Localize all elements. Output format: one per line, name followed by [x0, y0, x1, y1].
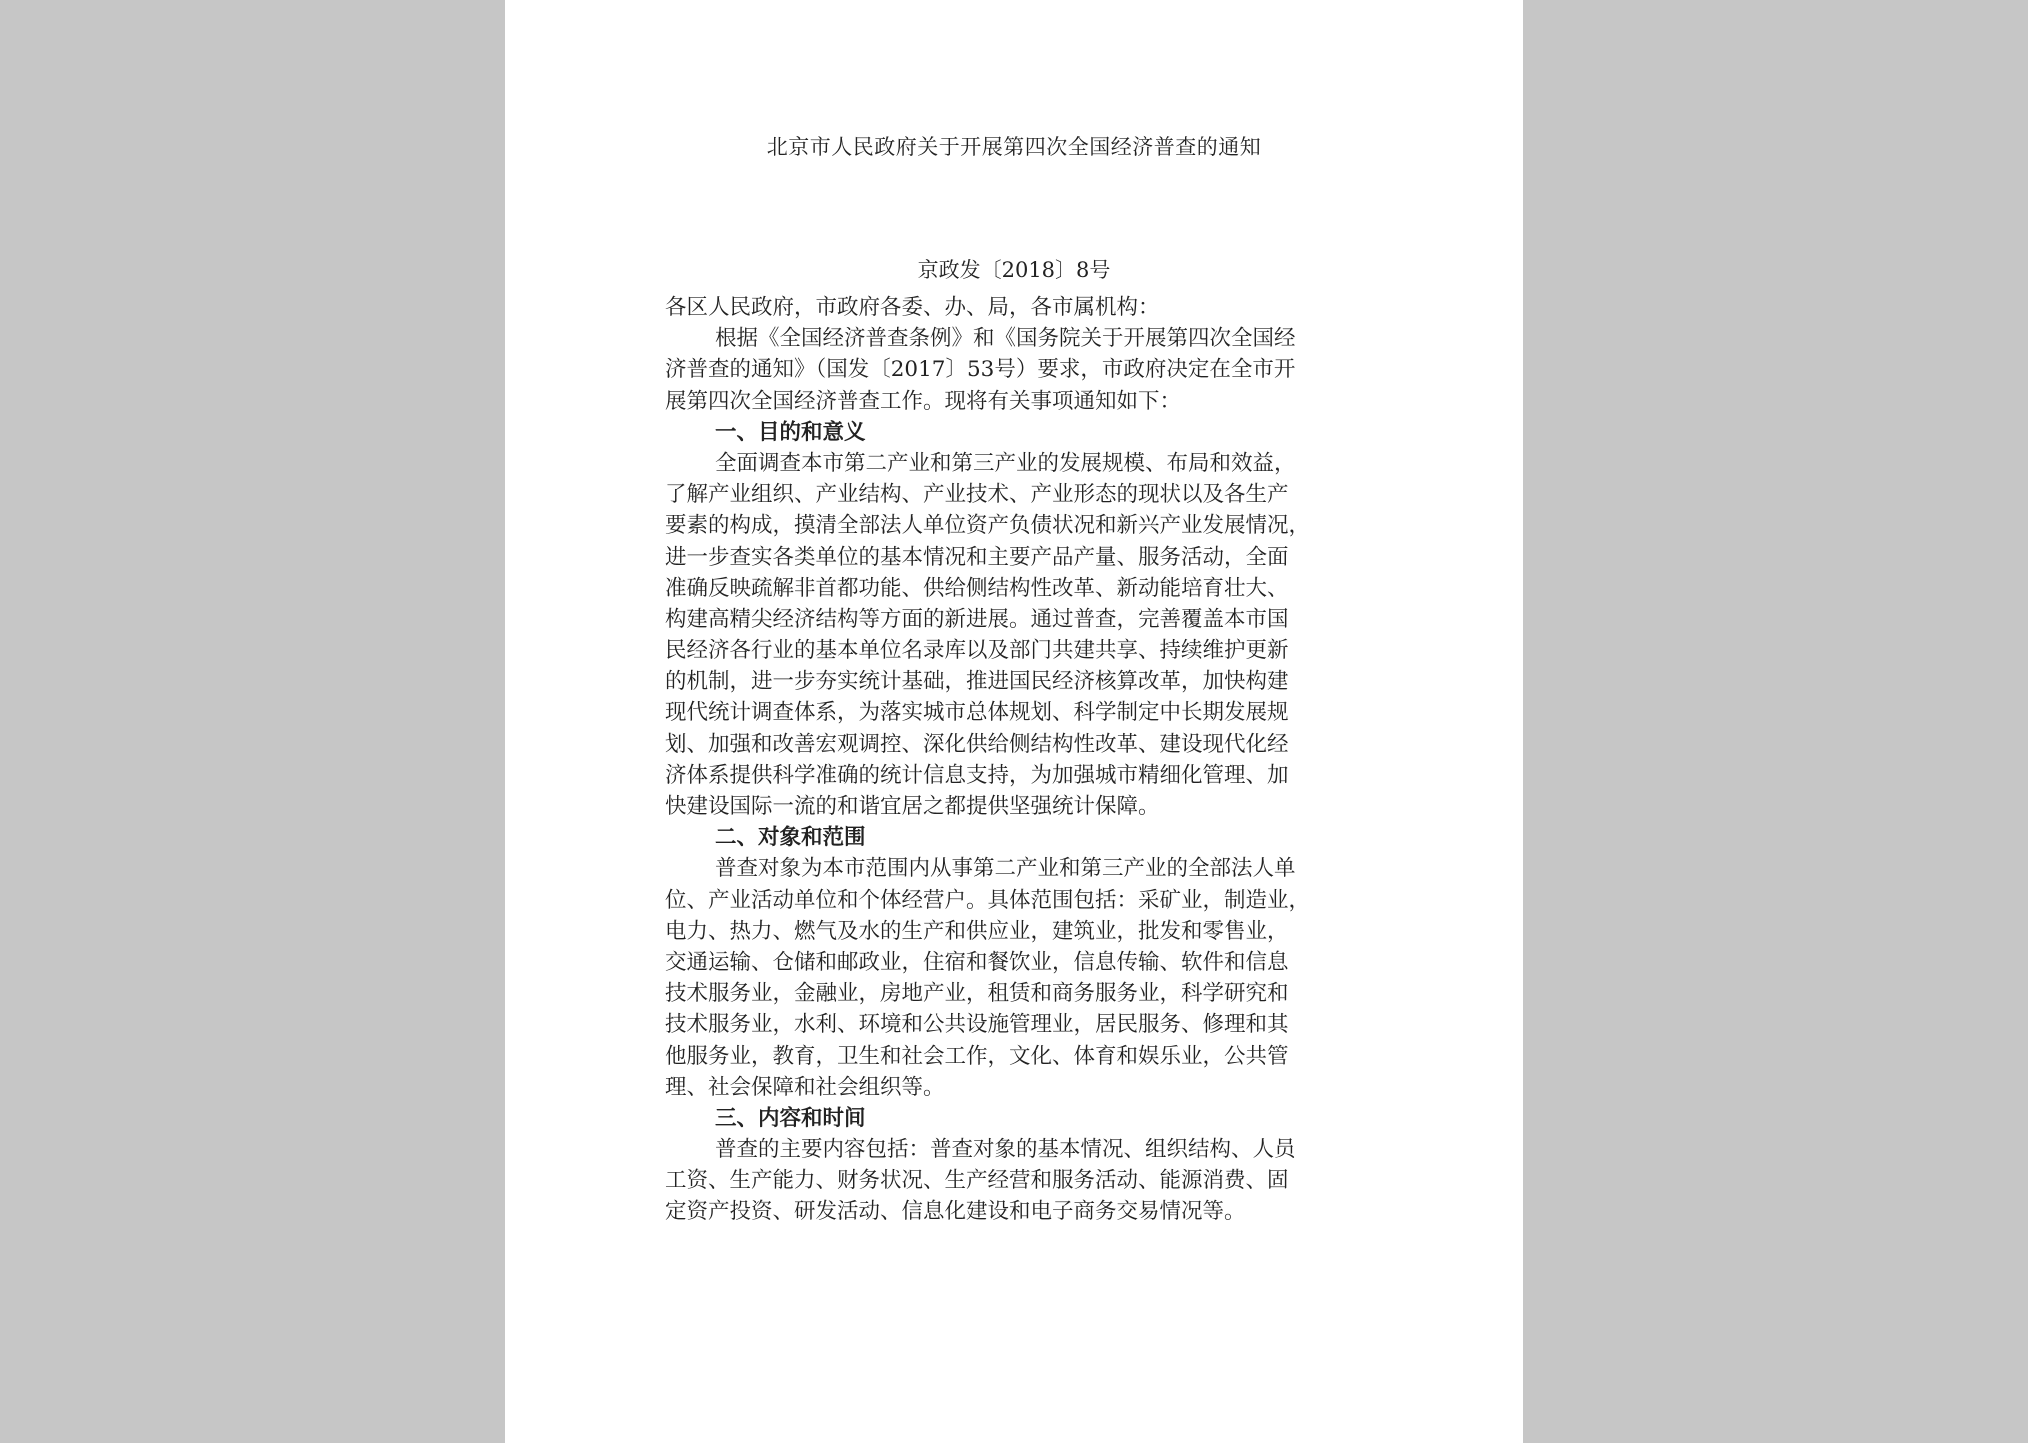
document-title: 北京市人民政府关于开展第四次全国经济普查的通知	[766, 135, 1262, 159]
document-number: 京政发〔2018〕8号	[917, 258, 1111, 282]
body-text-line: 他服务业，教育，卫生和社会工作，文化、体育和娱乐业，公共管	[665, 1043, 1289, 1069]
body-text-line: 理、社会保障和社会组织等。	[665, 1074, 945, 1100]
section-heading: 二、对象和范围	[715, 825, 866, 851]
body-text-line: 济体系提供科学准确的统计信息支持，为加强城市精细化管理、加	[665, 762, 1289, 788]
body-text-line: 工资、生产能力、财务状况、生产经营和服务活动、能源消费、固	[665, 1168, 1289, 1194]
body-text-line: 各区人民政府，市政府各委、办、局，各市属机构：	[665, 295, 1160, 320]
body-text-line: 交通运输、仓储和邮政业，住宿和餐饮业，信息传输、软件和信息	[665, 949, 1289, 975]
body-text-line: 的机制，进一步夯实统计基础，推进国民经济核算改革，加快构建	[665, 669, 1289, 695]
document-body	[665, 292, 1375, 1228]
body-text-line: 民经济各行业的基本单位名录库以及部门共建共享、持续维护更新	[665, 638, 1289, 664]
body-text-line: 技术服务业，水利、环境和公共设施管理业，居民服务、修理和其	[665, 1012, 1289, 1038]
body-text-line: 进一步查实各类单位的基本情况和主要产品产量、服务活动，全面	[665, 544, 1289, 570]
body-text-line: 普查的主要内容包括：普查对象的基本情况、组织结构、人员	[715, 1137, 1296, 1163]
body-text-line: 现代统计调查体系，为落实城市总体规划、科学制定中长期发展规	[665, 700, 1289, 726]
document-page	[505, 0, 1523, 1443]
body-text-line: 展第四次全国经济普查工作。现将有关事项通知如下：	[665, 388, 1182, 414]
body-text-line: 快建设国际一流的和谐宜居之都提供坚强统计保障。	[665, 794, 1160, 819]
body-text-line: 准确反映疏解非首都功能、供给侧结构性改革、新动能培育壮大、	[665, 575, 1289, 601]
body-text-line: 全面调查本市第二产业和第三产业的发展规模、布局和效益，	[715, 450, 1296, 476]
body-text-line: 电力、热力、燃气及水的生产和供应业，建筑业，批发和零售业，	[665, 918, 1289, 944]
section-heading: 三、内容和时间	[715, 1105, 866, 1131]
body-text-line: 普查对象为本市范围内从事第二产业和第三产业的全部法人单	[715, 856, 1296, 882]
body-text-line: 根据《全国经济普查条例》和《国务院关于开展第四次全国经	[715, 326, 1296, 352]
body-text-line: 位、产业活动单位和个体经营户。具体范围包括：采矿业，制造业，	[665, 887, 1311, 913]
body-text-line: 划、加强和改善宏观调控、深化供给侧结构性改革、建设现代化经	[665, 731, 1289, 757]
body-text-line: 构建高精尖经济结构等方面的新进展。通过普查，完善覆盖本市国	[665, 606, 1289, 632]
body-text-line: 了解产业组织、产业结构、产业技术、产业形态的现状以及各生产	[665, 482, 1289, 508]
body-text-line: 技术服务业，金融业，房地产业，租赁和商务服务业，科学研究和	[665, 981, 1289, 1007]
body-text-line: 要素的构成，摸清全部法人单位资产负债状况和新兴产业发展情况，	[665, 513, 1311, 539]
body-text-line: 定资产投资、研发活动、信息化建设和电子商务交易情况等。	[665, 1199, 1246, 1225]
section-heading: 一、目的和意义	[715, 419, 866, 445]
body-text-line: 济普查的通知》（国发〔2017〕53号）要求，市政府决定在全市开	[665, 357, 1296, 383]
